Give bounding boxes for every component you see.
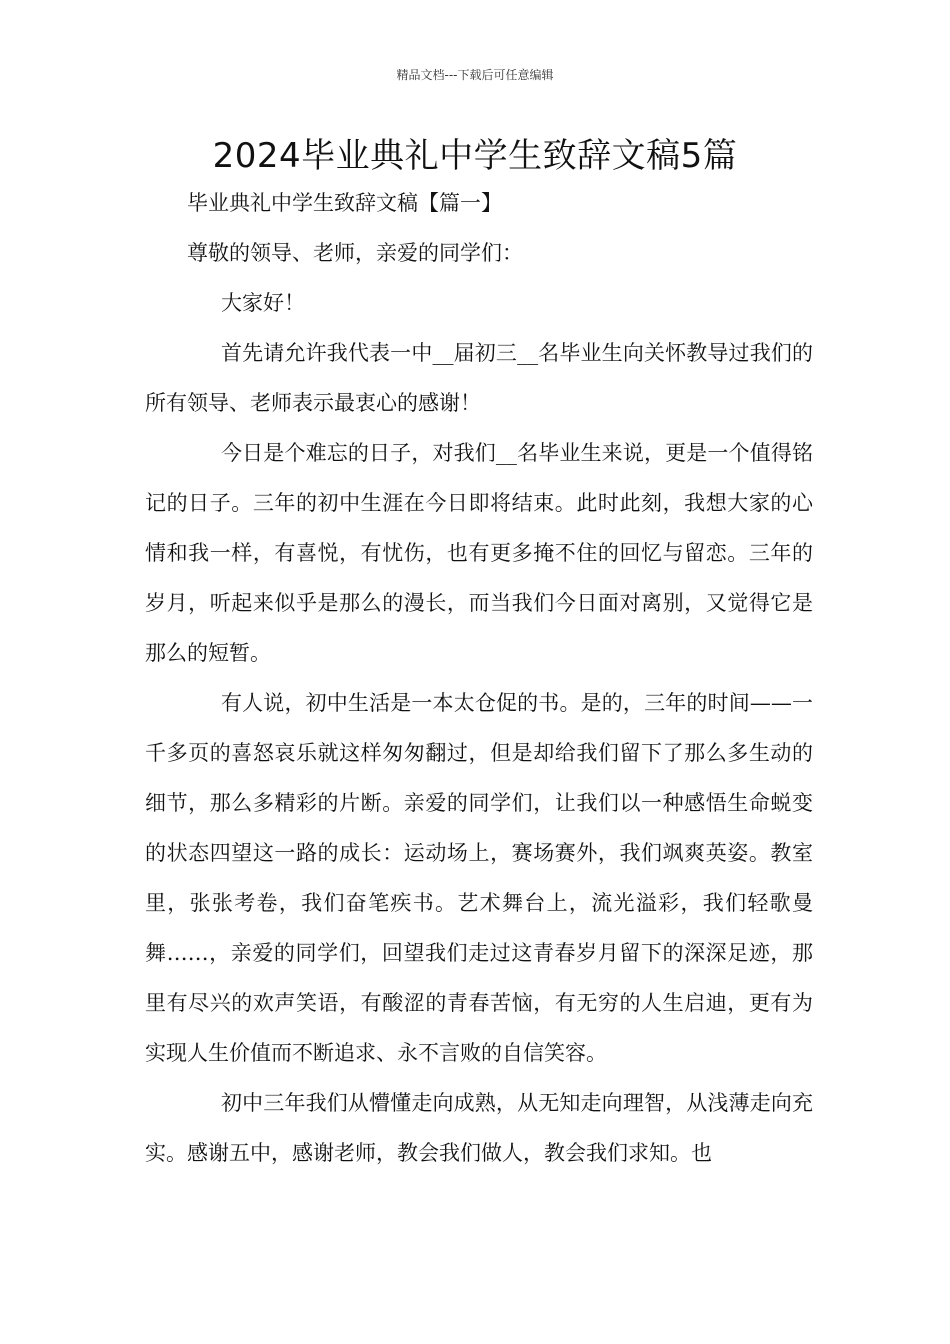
salutation: 尊敬的领导、老师，亲爱的同学们： — [187, 241, 523, 265]
paragraph: 今日是个难忘的日子，对我们__名毕业生来说，更是一个值得铭记的日子。三年的初中生涯在今日即将结束。此时此刻，我想大家的心情和我一样，有喜悦，有忧伤，也有更多掩不住的回忆与留恋。三年的岁月，听起来似乎是那么的漫长，而当我们今日面对离别，又觉得它是那么的短暂。 — [145, 441, 813, 665]
document-body — [145, 178, 813, 1178]
paragraph: 首先请允许我代表一中__届初三__名毕业生向关怀教导过我们的所有领导、老师表示最衷心的感谢！ — [145, 341, 813, 415]
section-heading: 毕业典礼中学生致辞文稿【篇一】 — [187, 191, 502, 215]
paragraph: 有人说，初中生活是一本太仓促的书。是的，三年的时间——一千多页的喜怒哀乐就这样匆匆翻过，但是却给我们留下了那么多生动的细节，那么多精彩的片断。亲爱的同学们，让我们以一种感悟生命蜕变的状态四望这一路的成长：运动场上，赛场赛外，我们飒爽英姿。教室里，张张考卷，我们奋笔疾书。艺术舞台上，流光溢彩，我们轻歌曼舞……，亲爱的同学们，回望我们走过这青春岁月留下的深深足迹，那里有尽兴的欢声笑语，有酸涩的青春苦恼，有无穷的人生启迪，更有为实现人生价值而不断追求、永不言败的自信笑容。 — [145, 691, 813, 1065]
header-note: 精品文档---下载后可任意编辑 — [396, 68, 554, 82]
greeting: 大家好！ — [221, 291, 305, 315]
document-title: 2024毕业典礼中学生致辞文稿5篇 — [212, 136, 738, 176]
paragraph: 初中三年我们从懵懂走向成熟，从无知走向理智，从浅薄走向充实。感谢五中，感谢老师，教会我们做人，教会我们求知。也 — [145, 1091, 813, 1165]
